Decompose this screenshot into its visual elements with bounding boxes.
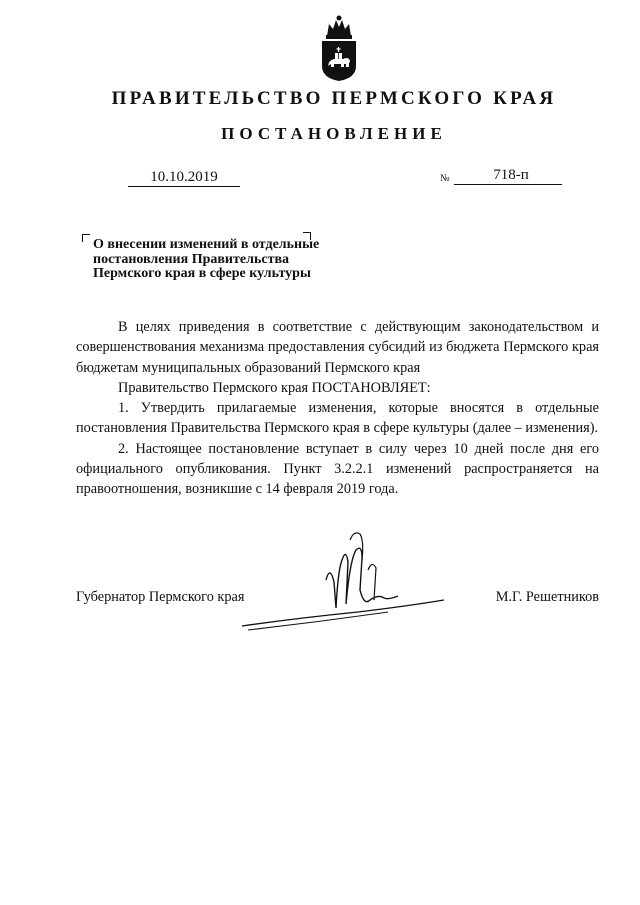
body-paragraph-resolves: Правительство Пермского края ПОСТАНОВЛЯЕТ: xyxy=(118,379,431,396)
body-paragraph-item-1: 1. Утвердить прилагаемые изменения, которые вносятся в отдельные постановления Правительства Пермского края в сфере культуры (далее – изменения). xyxy=(76,400,599,437)
document-subject xyxy=(93,238,363,282)
subject-line: О внесении изменений в отдельные xyxy=(93,237,320,252)
government-title: ПРАВИТЕЛЬСТВО ПЕРМСКОГО КРАЯ xyxy=(111,88,557,109)
signer-name: М.Г. Решетников xyxy=(495,589,599,605)
body-paragraph-item-2: 2. Настоящее постановление вступает в силу через 10 дней после дня его официального опубликования. Пункт 3.2.2.1 изменений распространяется на правоотношения, возникшие с 14 февраля 2019 года. xyxy=(76,440,599,498)
coat-of-arms-icon xyxy=(318,14,360,82)
subject-bracket-left xyxy=(82,234,90,242)
subject-line: постановления Правительства xyxy=(93,251,289,267)
handwritten-signature xyxy=(238,520,448,640)
body-paragraph-preamble: В целях приведения в соответствие с действующим законодательством и совершенствования механизма предоставления субсидий из бюджета Пермского края бюджетам муниципальных образований Пермского края xyxy=(76,319,599,376)
document-body xyxy=(76,317,599,500)
number-sign: № xyxy=(440,173,450,184)
signer-title: Губернатор Пермского края xyxy=(76,589,245,605)
document-date: 10.10.2019 xyxy=(128,168,240,187)
subject-line: Пермского края в сфере культуры xyxy=(93,266,311,281)
document-type: ПОСТАНОВЛЕНИЕ xyxy=(221,124,447,143)
document-number: 718-п xyxy=(454,166,562,185)
